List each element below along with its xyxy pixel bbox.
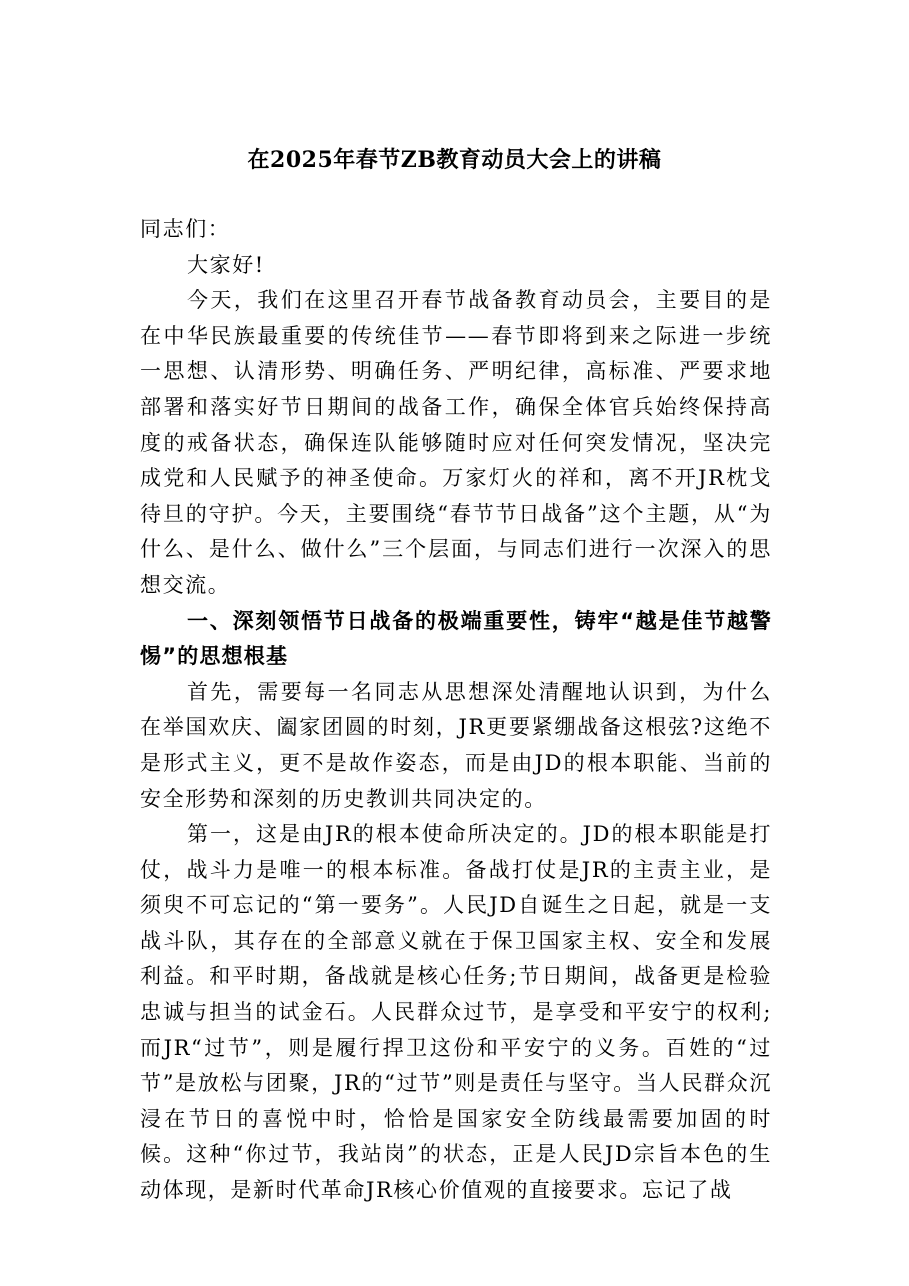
salutation: 同志们： bbox=[140, 217, 231, 241]
section-1-paragraph-2: 第一，这是由JR的根本使命所决定的。JD的根本职能是打仗，战斗力是唯一的根本标准。备战打仗是JR的主责主业，是须臾不可忘记的“第一要务”。人民JD自诞生之日起，就是一支战斗队，其存在的全部意义就在于保卫国家主权、安全和发展利益。和平时期，备战就是核心任务;节日期间，战备更是检验忠诚与担当的试金石。人民群众过节，是享受和平安宁的权利;而JR“过节”，则是履行捍卫这份和平安宁的义务。百姓的“过节”是放松与团聚，JR的“过节”则是责任与坚守。当人民群众沉浸在节日的喜悦中时，恰恰是国家安全防线最需要加固的时候。这种“你过节，我站岗”的状态，正是人民JD宗旨本色的生动体现，是新时代革命JR核心价值观的直接要求。忘记了战 bbox=[140, 822, 772, 1203]
section-heading-1: 一、深刻领悟节日战备的极端重要性，铸牢“越是佳节越警惕”的思想根基 bbox=[140, 608, 772, 669]
document-title: 在2025年春节ZB教育动员大会上的讲稿 bbox=[247, 147, 662, 173]
intro-paragraph: 今天，我们在这里召开春节战备教育动员会，主要目的是在中华民族最重要的传统佳节——春节即将到来之际进一步统一思想、认清形势、明确任务、严明纪律，高标准、严要求地部署和落实好节日期间的战备工作，确保全体官兵始终保持高度的戒备状态，确保连队能够随时应对任何突发情况，坚决完成党和人民赋予的神圣使命。万家灯火的祥和，离不开JR枕戈待旦的守护。今天，主要围绕“春节节日战备”这个主题，从“为什么、是什么、做什么”三个层面，与同志们进行一次深入的思想交流。 bbox=[140, 288, 772, 597]
section-1-paragraph-1: 首先，需要每一名同志从思想深处清醒地认识到，为什么在举国欢庆、阖家团圆的时刻，JR更要紧绷战备这根弦?这绝不是形式主义，更不是故作姿态，而是由JD的根本职能、当前的安全形势和深刻的历史教训共同决定的。 bbox=[140, 679, 772, 811]
document-body bbox=[140, 212, 772, 1209]
greeting: 大家好! bbox=[187, 252, 265, 277]
